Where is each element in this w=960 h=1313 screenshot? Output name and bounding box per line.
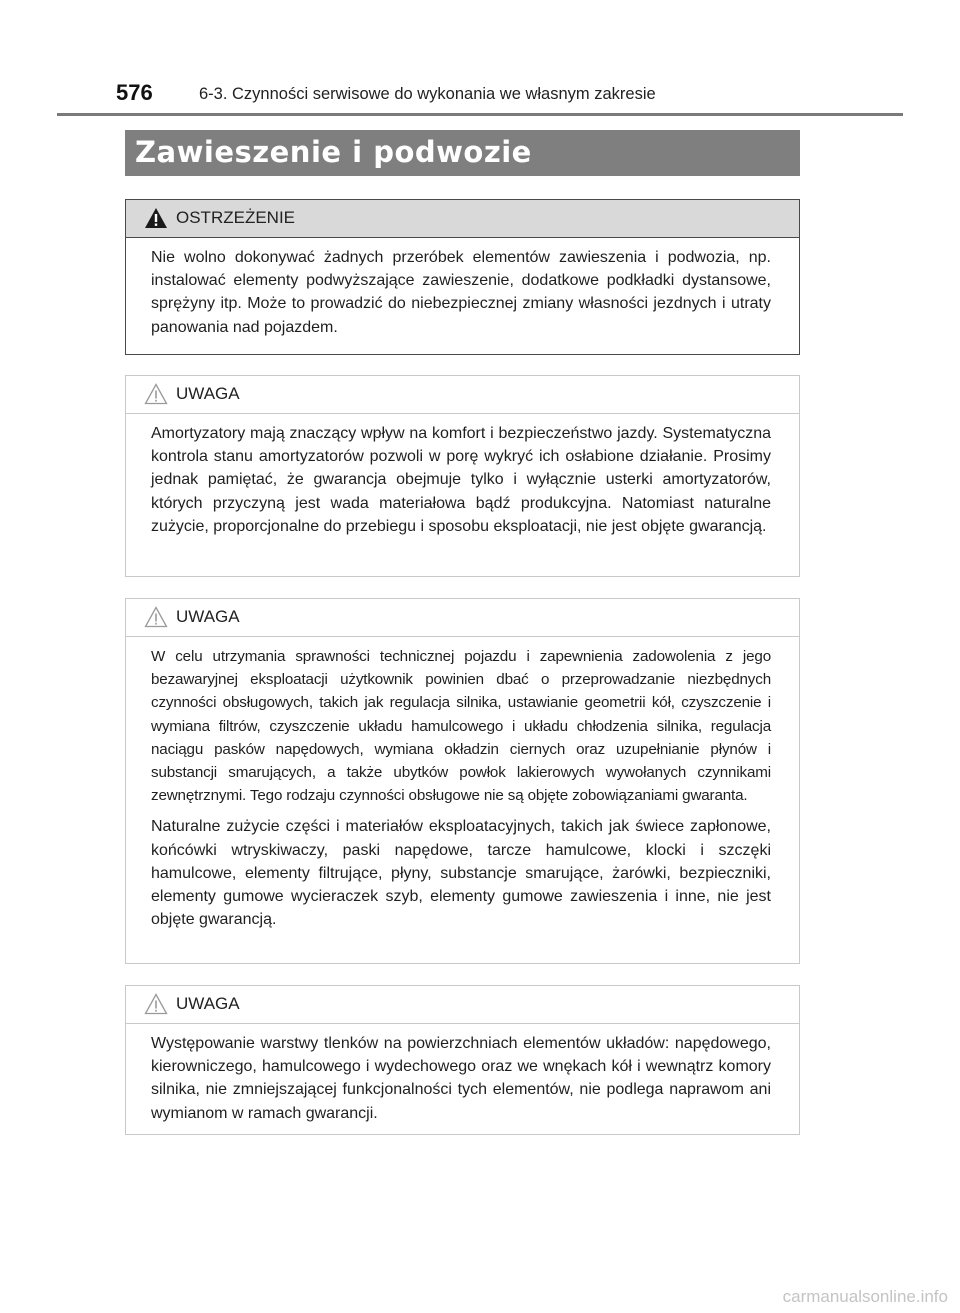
- notice-box-header: [126, 376, 799, 414]
- page-number: 576: [116, 80, 153, 105]
- notice-box-header: [126, 986, 799, 1024]
- notice-box-title: UWAGA: [176, 384, 240, 403]
- caution-outline-triangle-icon: [144, 383, 168, 405]
- warning-box-title: OSTRZEŻENIE: [176, 208, 296, 227]
- notice-box-paragraph: W celu utrzymania sprawności technicznej pojazdu i zapewnienia zadowolenia z jego bezawaryjnej eksploatacji użytkownik powinien dbać o przeprowadzanie niezbędnych czynności obsługowych, takich jak regulacja silnika, ustawianie geometrii kół, czyszczenie i wymiana filtrów, czyszczenie układu hamulcowego i układu chłodzenia silnika, regulacja naciągu pasków napędowych, wymiana okładzin ciernych oraz uzupełnianie płynów i substancji smarujących, a także ubytków powłok lakierowych wywołanych czynnikami zewnętrznymi. Tego rodzaju czynności obsługowe nie są objęte zobowiązaniami gwaranta.: [151, 648, 771, 805]
- footer-watermark: carmanualsonline.info: [782, 1287, 948, 1306]
- running-header: 6-3. Czynności serwisowe do wykonania we własnym zakresie: [199, 85, 656, 103]
- notice-box-2: [125, 598, 800, 964]
- caution-outline-triangle-icon: [144, 606, 168, 628]
- notice-box-1: [125, 375, 800, 577]
- header-rule: [57, 113, 903, 116]
- warning-box: [125, 199, 800, 355]
- notice-box-header: [126, 599, 799, 637]
- section-title: Zawieszenie i podwozie: [135, 135, 532, 169]
- notice-box-paragraph: Amortyzatory mają znaczący wpływ na komfort i bezpieczeństwo jazdy. Systematyczna kontrola stanu amortyzatorów pozwoli w porę wykryć ich osłabione działanie. Prosimy jednak pamiętać, że gwarancja obejmuje tylko i wyłącznie usterki amortyzatorów, których przyczyną jest wada materiałowa bądź produkcyjna. Natomiast naturalne zużycie, proporcjonalne do przebiegu i sposobu eksploatacji, nie jest objęte gwarancją.: [151, 425, 771, 535]
- notice-box-paragraph: Naturalne zużycie części i materiałów eksploatacyjnych, takich jak świece zapłonowe, końcówki wtryskiwaczy, paski napędowe, tarcze hamulcowe, klocki i szczęki hamulcowe, elementy filtrujące, płyny, substancje smarujące, żarówki, bezpieczniki, elementy gumowe wycieraczek szyb, elementy gumowe zawieszenia i inne, nie jest objęte gwarancją.: [151, 818, 771, 929]
- warning-box-header: [126, 200, 799, 238]
- caution-outline-triangle-icon: [144, 993, 168, 1015]
- notice-box-3: [125, 985, 800, 1135]
- section-title-banner: [125, 130, 800, 176]
- notice-box-title: UWAGA: [176, 607, 240, 626]
- notice-box-paragraph: Występowanie warstwy tlenków na powierzchniach elementów układów: napędowego, kierowniczego, hamulcowego i wydechowego oraz we wnękach kół i wewnątrz komory silnika, nie zmniejszającej funkcjonalności tych elementów, nie podlega naprawom ani wymianom w ramach gwarancji.: [151, 1035, 771, 1122]
- notice-box-title: UWAGA: [176, 994, 240, 1013]
- warning-box-paragraph: Nie wolno dokonywać żadnych przeróbek elementów zawieszenia i podwozia, np. instalować elementy podwyższające zawieszenie, dodatkowe podkładki dystansowe, sprężyny itp. Może to prowadzić do niebezpiecznej zmiany własności jezdnych i utraty panowania nad pojazdem.: [151, 249, 771, 336]
- warning-filled-triangle-icon: [144, 207, 168, 229]
